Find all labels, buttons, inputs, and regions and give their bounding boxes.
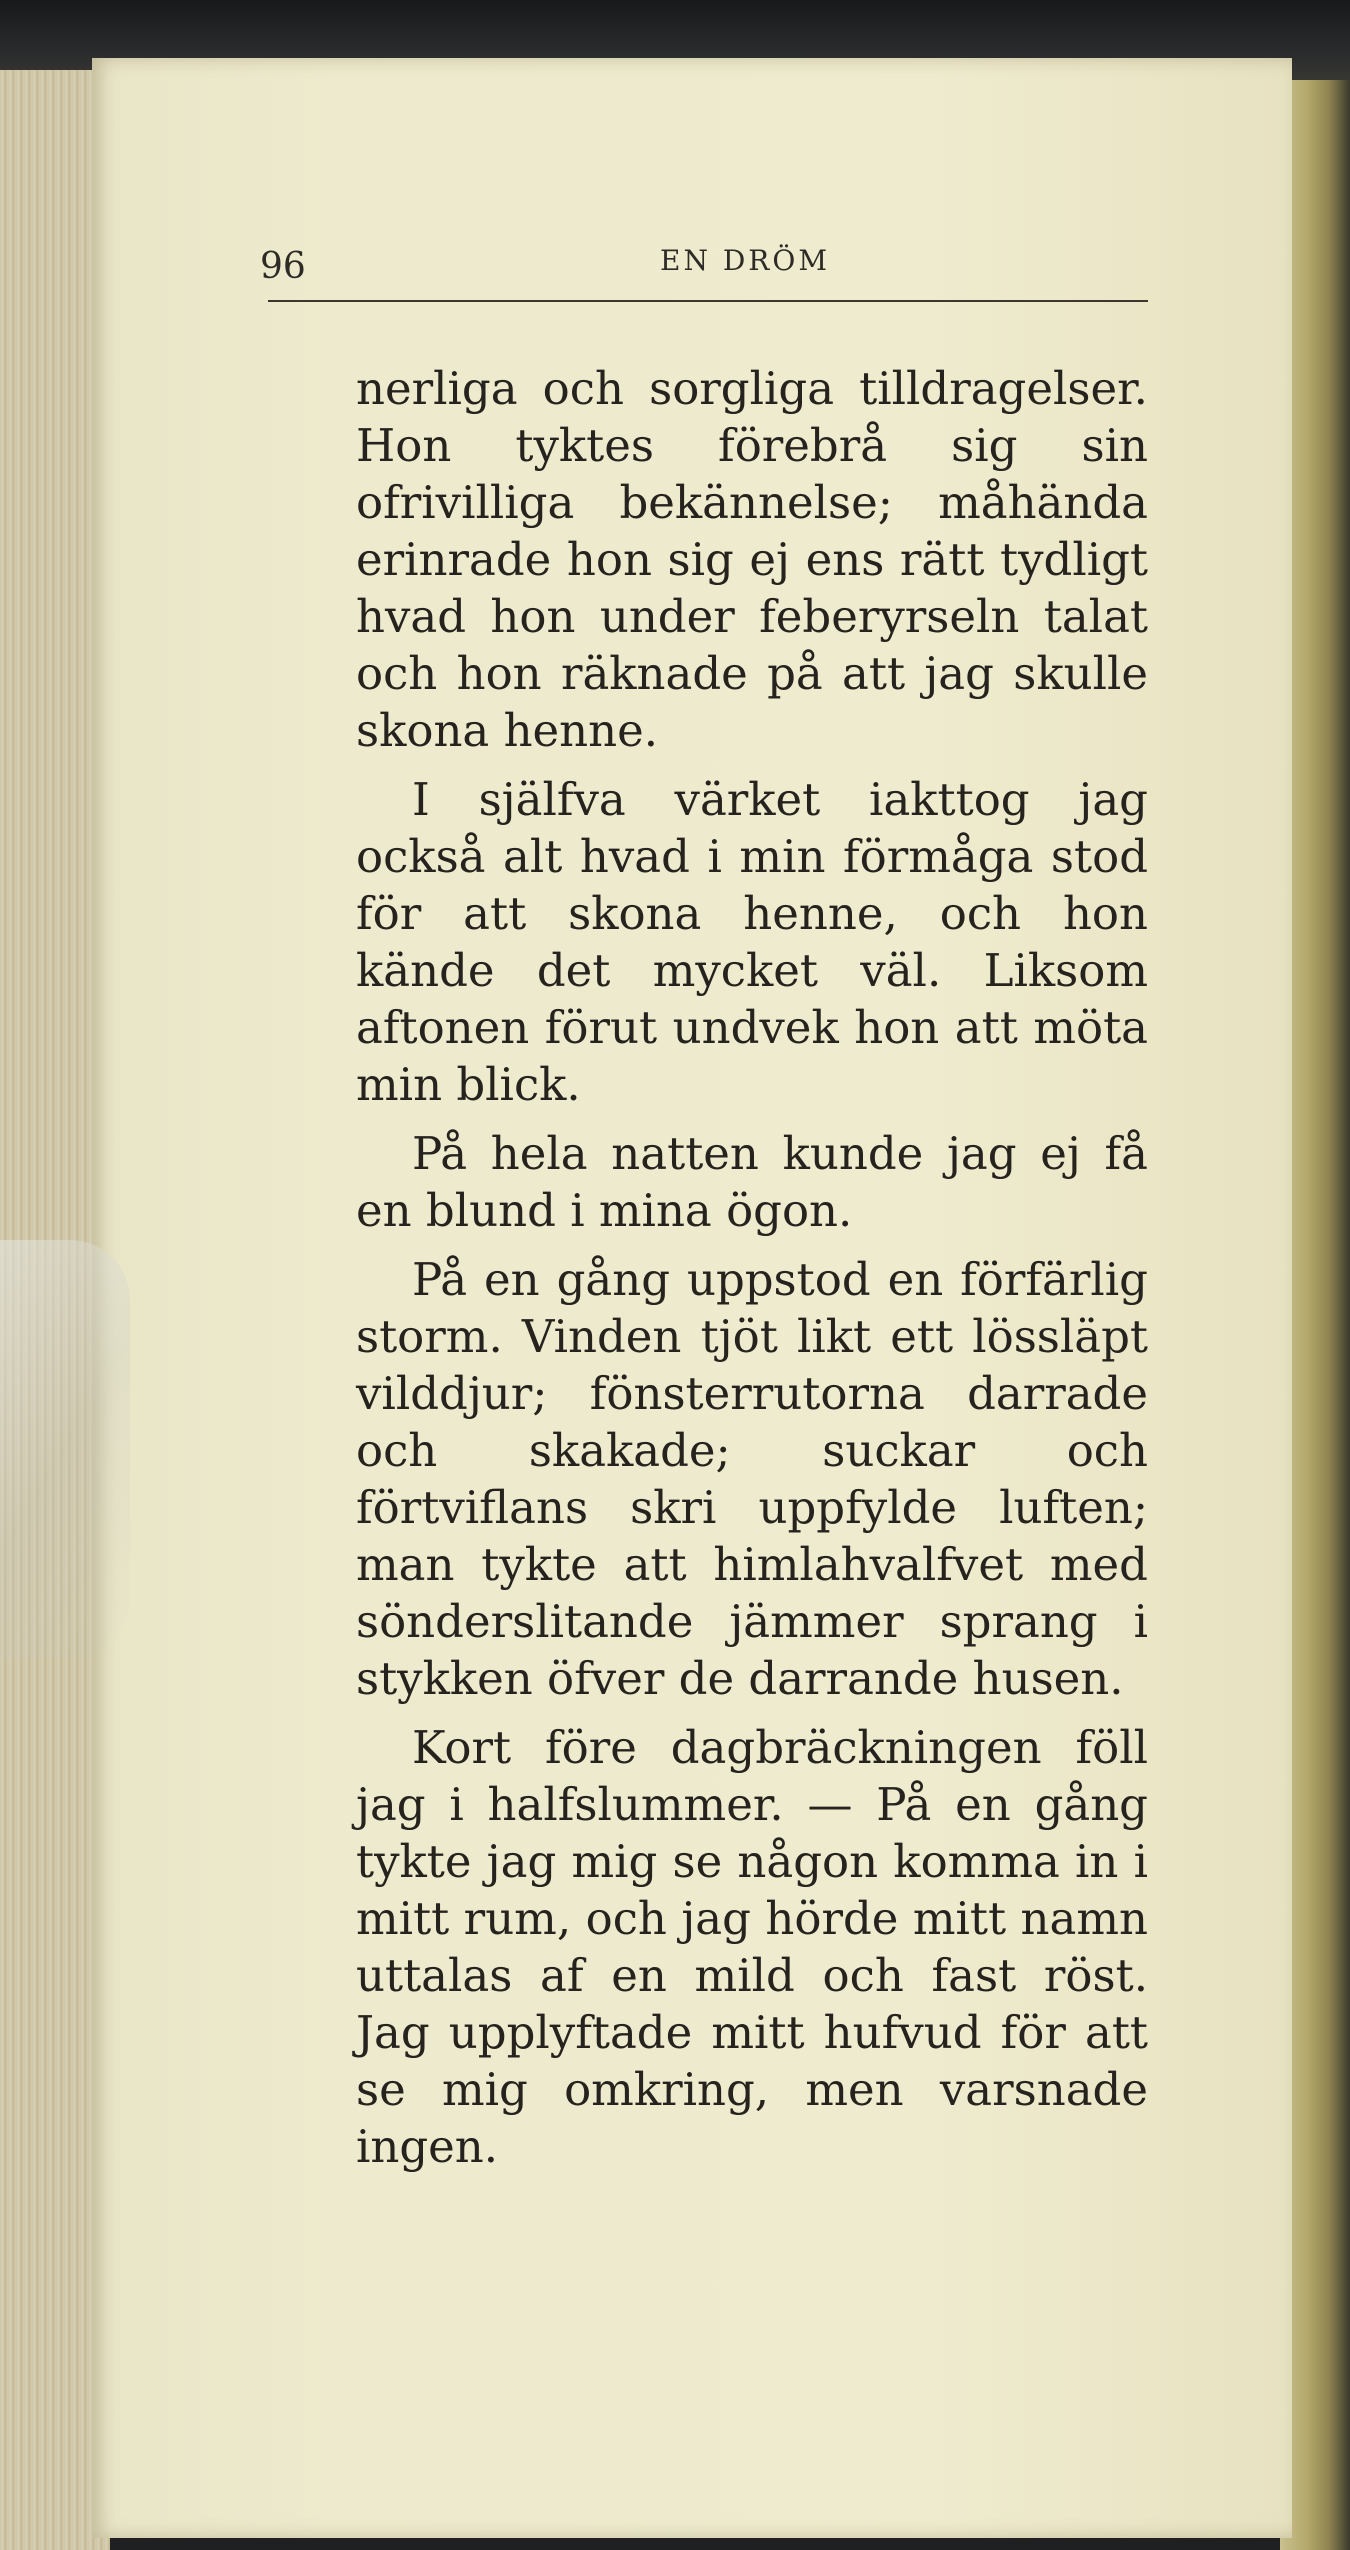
paragraph: Kort före dagbräckningen föll jag i halfslummer. — På en gång tykte jag mig se någon komma in i mitt rum, och jag hörde mitt namn uttalas af en mild och fast röst. Jag upplyftade mitt hufvud för att se mig omkring, men varsnade ingen. <box>356 1721 1148 2173</box>
header-rule <box>268 300 1148 302</box>
glass-reflection <box>0 1240 130 1660</box>
running-title: EN DRÖM <box>660 244 830 277</box>
body-text <box>356 360 1148 2187</box>
page-number: 96 <box>260 246 306 287</box>
paragraph: På hela natten kunde jag ej få en blund i mina ögon. <box>356 1127 1148 1237</box>
paragraph: I själfva värket iakttog jag också alt hvad i min förmåga stod för att skona henne, och hon kände det mycket väl. Liksom aftonen förut undvek hon att möta min blick. <box>356 773 1148 1111</box>
paragraph: På en gång uppstod en förfärlig storm. Vinden tjöt likt ett lössläpt vilddjur; fönsterrutorna darrade och skakade; suckar och förtviflans skri uppfylde luften; man tykte att himlahvalfvet med sönderslitande jämmer sprang i stykken öfver de darrande husen. <box>356 1253 1148 1705</box>
paragraph: nerliga och sorgliga tilldragelser. Hon tyktes förebrå sig sin ofrivilliga bekännelse; måhända erinrade hon sig ej ens rätt tydligt hvad hon under feberyrseln talat och hon räknade på att jag skulle skona henne. <box>356 362 1148 757</box>
running-head <box>260 240 1160 300</box>
